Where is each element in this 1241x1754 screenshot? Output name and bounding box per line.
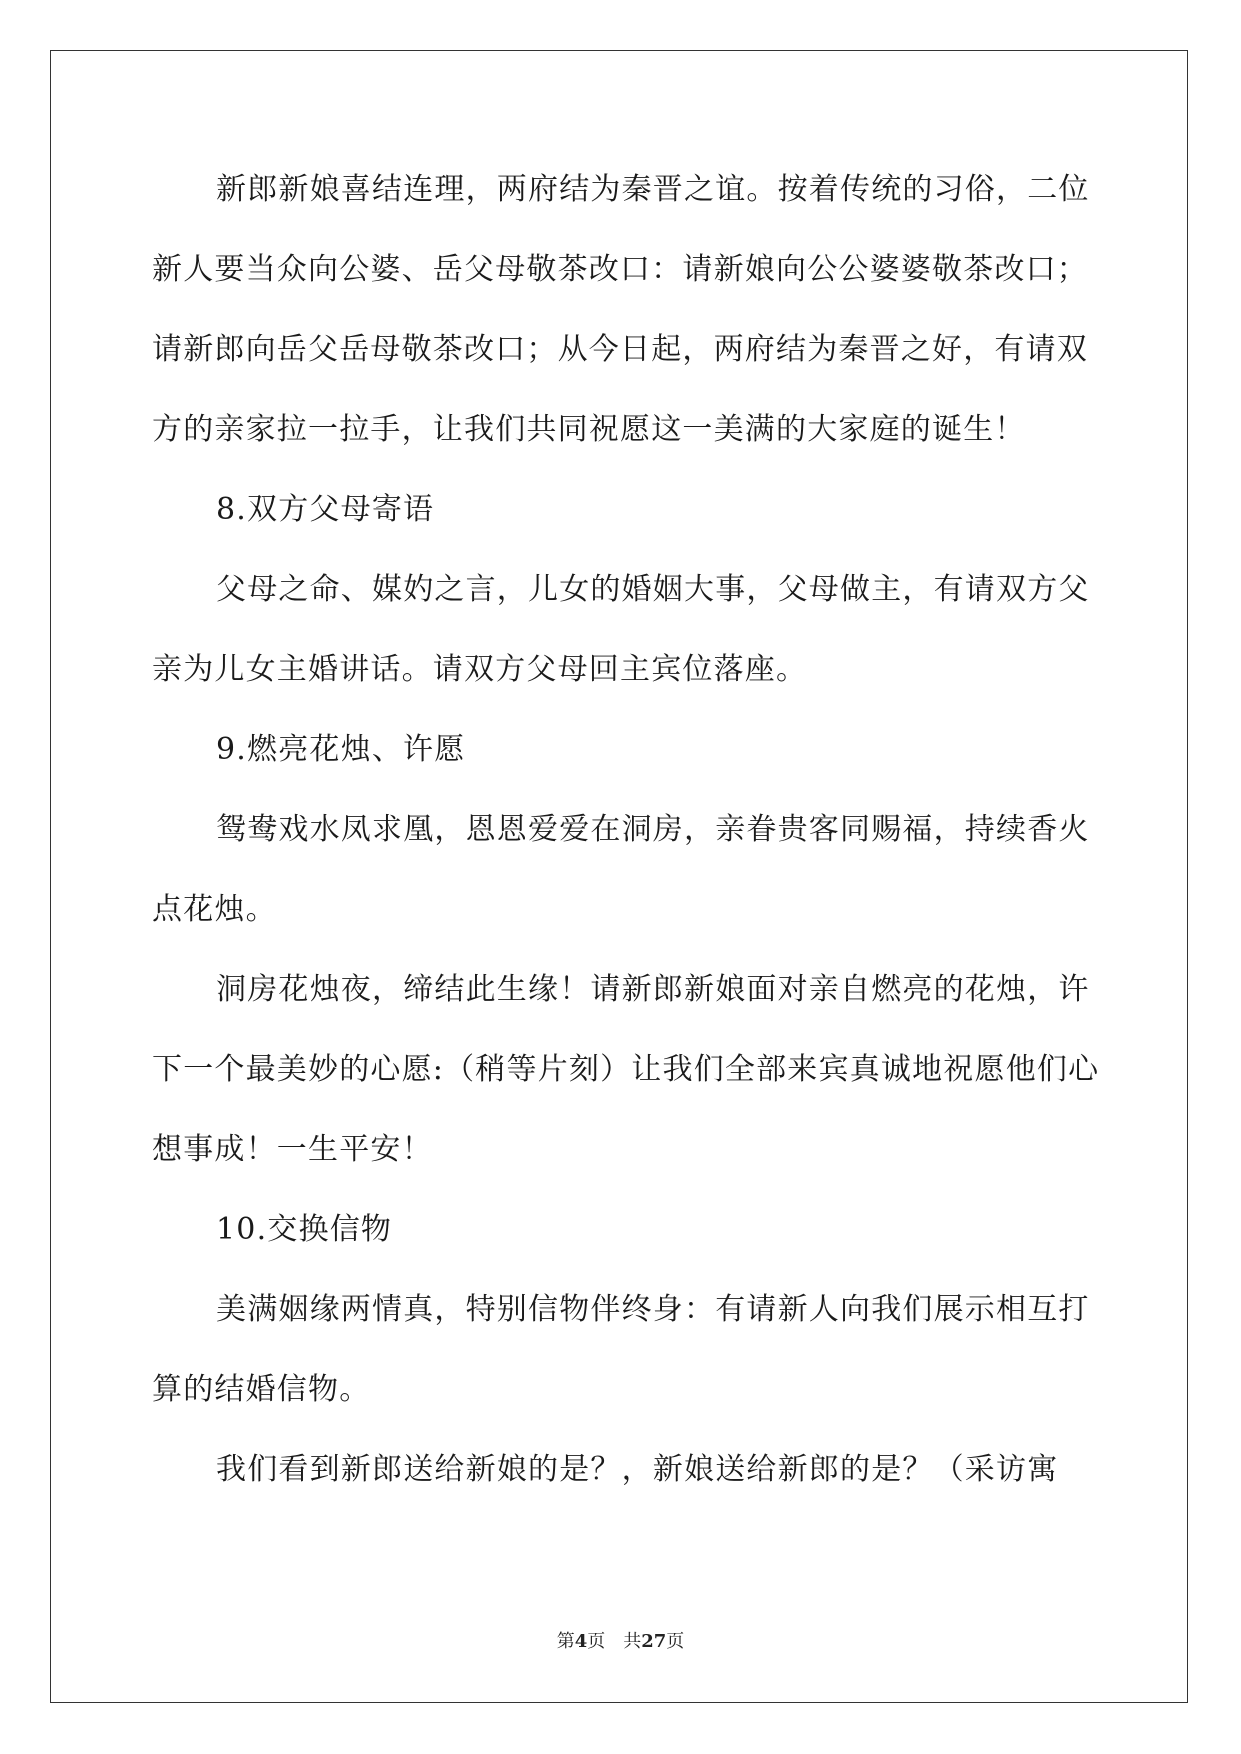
- section-heading: 10.交换信物: [216, 1212, 393, 1247]
- paragraph-line: 美满姻缘两情真，特别信物伴终身：有请新人向我们展示相互打: [216, 1292, 1090, 1327]
- paragraph-line: 我们看到新郎送给新娘的是？，新娘送给新郎的是？（采访寓: [216, 1452, 1059, 1487]
- paragraph-line: 请新郎向岳父岳母敬茶改口；从今日起，两府结为秦晋之好，有请双: [152, 332, 1088, 367]
- page-prefix: 第: [556, 1631, 575, 1652]
- page-mid: 页 共: [587, 1631, 642, 1652]
- paragraph-line: 洞房花烛夜，缔结此生缘！请新郎新娘面对亲自燃亮的花烛，许: [216, 972, 1090, 1007]
- document-body: [152, 158, 1100, 1518]
- total-page-number: 27: [641, 1631, 667, 1652]
- paragraph-line: 亲为儿女主婚讲话。请双方父母回主宾位落座。: [152, 652, 808, 687]
- paragraph-line: 想事成！一生平安！: [152, 1132, 433, 1167]
- paragraph-line: 方的亲家拉一拉手，让我们共同祝愿这一美满的大家庭的诞生！: [152, 412, 1026, 447]
- paragraph-line: 点花烛。: [152, 892, 277, 927]
- paragraph-line: 新郎新娘喜结连理，两府结为秦晋之谊。按着传统的习俗，二位: [216, 172, 1090, 207]
- paragraph-line: 鸳鸯戏水凤求凰，恩恩爱爱在洞房，亲眷贵客同赐福，持续香火: [216, 812, 1090, 847]
- page-number-footer: [0, 1627, 1241, 1653]
- page-suffix: 页: [666, 1631, 685, 1652]
- current-page-number: 4: [574, 1631, 588, 1652]
- paragraph-line: 父母之命、媒妁之言，儿女的婚姻大事，父母做主，有请双方父: [216, 572, 1090, 607]
- section-heading: 8.双方父母寄语: [216, 492, 435, 527]
- section-heading: 9.燃亮花烛、许愿: [216, 732, 466, 767]
- paragraph-line: 新人要当众向公婆、岳父母敬茶改口：请新娘向公公婆婆敬茶改口；: [152, 252, 1088, 287]
- paragraph-line: 算的结婚信物。: [152, 1372, 371, 1407]
- paragraph-line: 下一个最美妙的心愿:（稍等片刻）让我们全部来宾真诚地祝愿他们心: [152, 1052, 1100, 1087]
